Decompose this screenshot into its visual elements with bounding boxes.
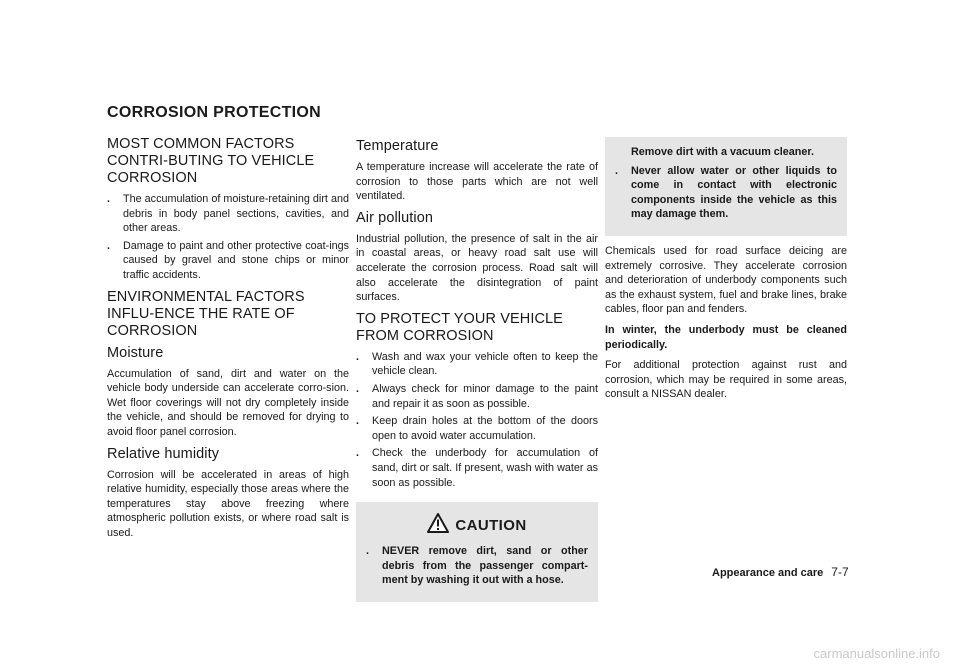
air-pollution-text: Industrial pollution, the presence of salt in the air in coastal areas, or heavy road salt use will accelerate the corrosion process. Road salt will also accelerate the disintegration of paint surfaces.	[356, 232, 598, 304]
subsection-title-relative-humidity: Relative humidity	[107, 445, 220, 462]
list-item: . NEVER remove dirt, sand or other debris from the passenger compart-ment by washing it out with a hose.	[366, 545, 588, 587]
section-title-protect-vehicle: TO PROTECT YOUR VEHICLE FROM CORROSION	[356, 310, 563, 344]
deicing-chemicals-text: Chemicals used for road surface deicing are extremely corrosive. They accelerate corrosion and deterioration of underbody components such as the exhaust system, fuel and brake lines, brake cables, floor pan and fenders.	[605, 244, 847, 316]
list-item: . Check the underbody for accumulation of sand, dirt or salt. If present, wash with water as soon as possible.	[356, 447, 598, 489]
bullet-icon: .	[107, 239, 110, 252]
column-right	[605, 137, 847, 408]
caution-box	[356, 502, 598, 602]
caution-list	[366, 544, 588, 588]
caution-continued-text: Remove dirt with a vacuum cleaner.	[631, 146, 815, 158]
warning-triangle-icon	[427, 513, 449, 538]
list-item: . Damage to paint and other protective coat-ings caused by gravel and stone chips or minor traffic accidents.	[107, 239, 349, 281]
list-item: . Always check for minor damage to the paint and repair it as soon as possible.	[356, 382, 598, 410]
caution-title: CAUTION	[455, 516, 527, 534]
subsection-title-air-pollution: Air pollution	[356, 209, 434, 226]
caution-box-continued	[605, 137, 847, 236]
additional-protection-text: For additional protection against rust and corrosion, which may be required in some areas, consult a NISSAN dealer.	[605, 359, 847, 401]
relative-humidity-text: Corrosion will be accelerated in areas of high relative humidity, especially those areas where the temperatures stay above freezing where atmospheric pollution exists, or where road salt is used.	[107, 468, 349, 539]
list-item: . The accumulation of moisture-retaining dirt and debris in body panel sections, cavities, and other areas.	[107, 193, 349, 235]
winter-cleaning-text: In winter, the underbody must be cleaned periodically.	[605, 323, 847, 351]
column-left	[107, 136, 349, 547]
bullet-icon: .	[107, 193, 110, 205]
temperature-text: A temperature increase will accelerate the rate of corrosion to those parts which are not well ventilated.	[356, 161, 598, 203]
caution-list-continued	[615, 164, 837, 222]
list-item: . Keep drain holes at the bottom of the doors open to avoid water accumulation.	[356, 415, 598, 442]
bullet-icon: .	[615, 164, 618, 177]
column-middle	[356, 138, 598, 602]
moisture-text: Accumulation of sand, dirt and water on the vehicle body underside can accelerate corro-sion. Wet floor coverings will not dry completely inside the vehicle, and should be removed for drying to avoid floor panel corrosion.	[107, 367, 349, 438]
section-title-common-factors: MOST COMMON FACTORS CONTRI-BUTING TO VEHICLE CORROSION	[107, 136, 315, 186]
bullet-icon: .	[356, 350, 359, 363]
list-item: . Never allow water or other liquids to come in contact with electronic components inside the vehicle as this may damage them.	[615, 164, 837, 221]
subsection-title-temperature: Temperature	[356, 138, 439, 154]
section-title-environmental-factors: ENVIRONMENTAL FACTORS INFLU-ENCE THE RATE OF CORROSION	[107, 288, 305, 339]
bullet-icon: .	[366, 545, 369, 558]
page-footer	[712, 565, 849, 580]
caution-header	[366, 510, 588, 540]
protect-vehicle-list	[356, 350, 598, 490]
footer-section-name: Appearance and care	[712, 567, 824, 579]
subsection-title-moisture: Moisture	[107, 344, 164, 361]
bullet-icon: .	[356, 382, 359, 395]
bullet-icon: .	[356, 447, 359, 460]
common-factors-list	[107, 192, 349, 283]
bullet-icon: .	[356, 415, 359, 428]
watermark: carmanualsonline.info	[813, 646, 940, 661]
page-heading: CORROSION PROTECTION	[107, 104, 322, 121]
page-number: 7-7	[831, 565, 849, 579]
list-item: . Wash and wax your vehicle often to keep the vehicle clean.	[356, 350, 598, 378]
